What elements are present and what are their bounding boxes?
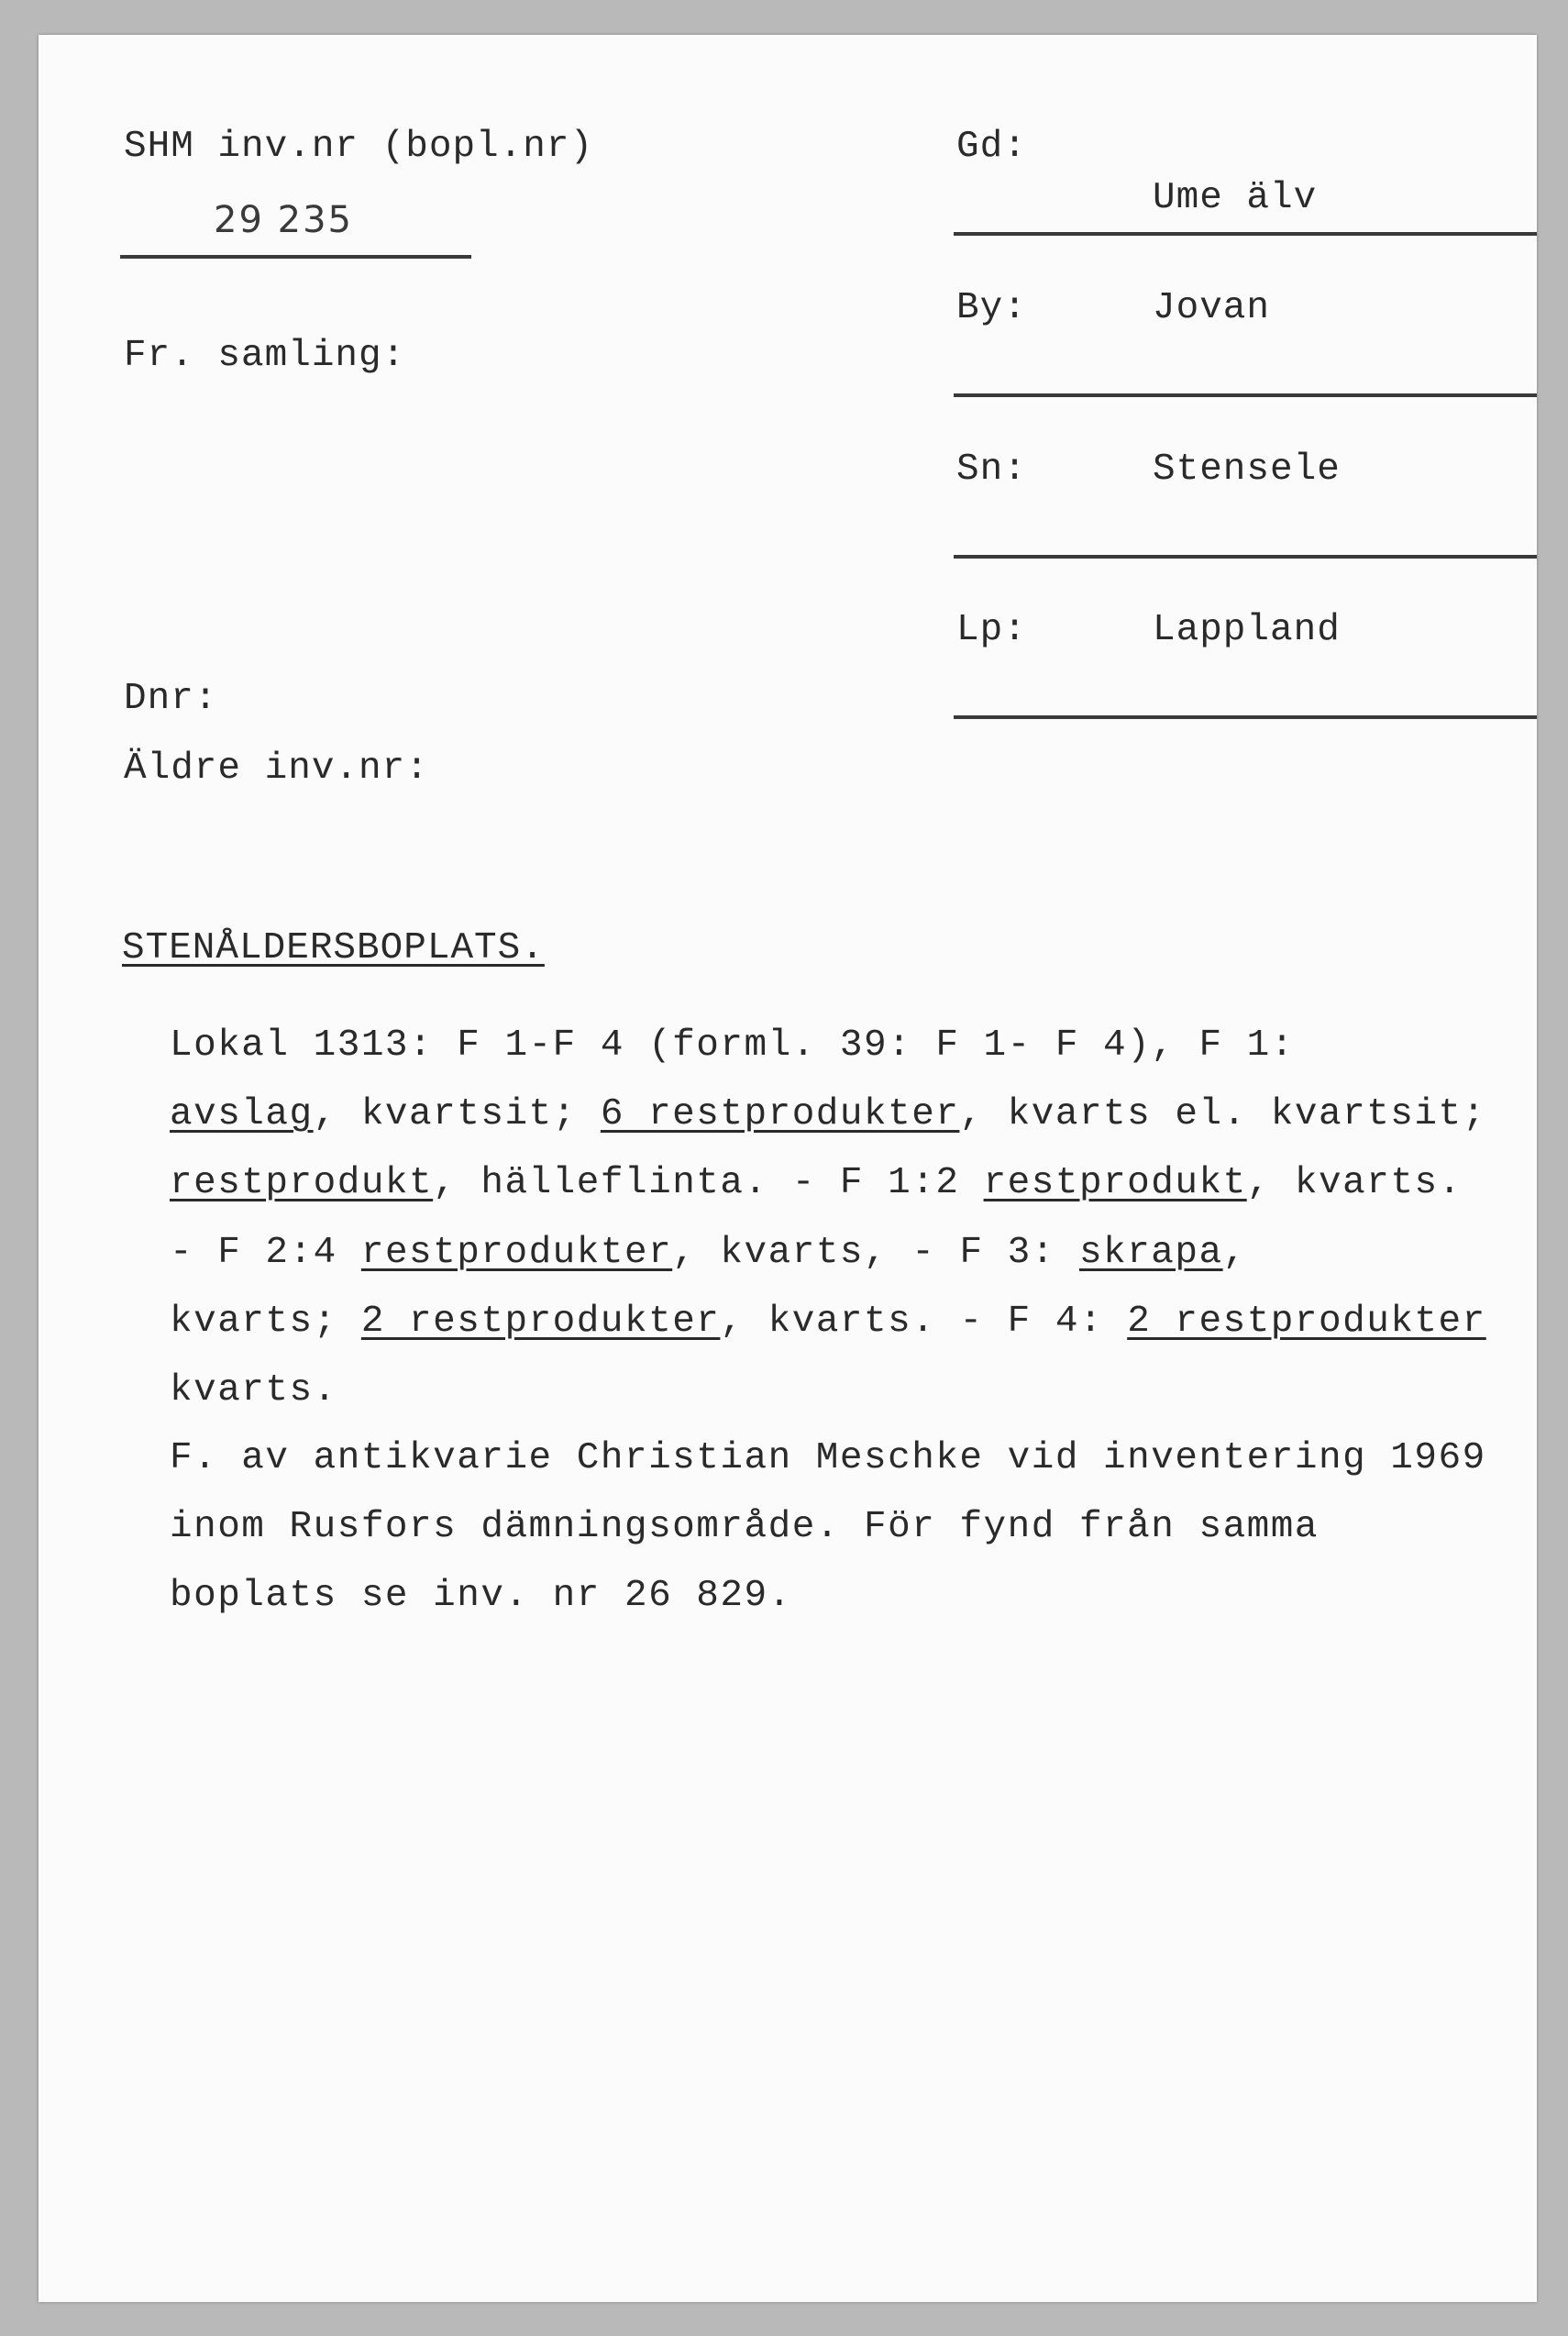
underlined-term: restprodukter: [360, 1232, 673, 1274]
sn-label: Sn:: [956, 448, 1027, 491]
inv-number-rule: [120, 255, 471, 259]
body-line-9: boplats se inv. nr 26 829.: [170, 1575, 792, 1617]
by-label: By:: [956, 287, 1027, 329]
body-line-3: [170, 1162, 1463, 1204]
body-line-8: inom Rusfors dämningsområde. För fynd från samma: [170, 1506, 1319, 1548]
body-text-segment: , kvarts. - F 4:: [720, 1301, 1128, 1343]
aldre-inv-label: Äldre inv.nr:: [124, 747, 429, 790]
body-text-segment: , hälleflinta. - F 1:2: [433, 1162, 984, 1204]
body-line-4: [170, 1234, 1247, 1272]
gd-rule: [954, 232, 1537, 236]
sn-rule: [954, 555, 1537, 559]
body-text-segment: , kvartsit;: [313, 1093, 601, 1135]
dnr-label: Dnr:: [124, 678, 218, 720]
body-line-2: [170, 1093, 1486, 1135]
body-text-segment: , kvarts.: [1246, 1162, 1463, 1204]
underlined-term: skrapa: [1078, 1232, 1223, 1274]
inv-number: 29 235: [214, 199, 353, 241]
heading: STENÅLDERSBOPLATS.: [122, 927, 545, 969]
lp-rule: [954, 715, 1537, 719]
underlined-term: restprodukt: [983, 1162, 1247, 1204]
by-value: Jovan: [1153, 287, 1271, 329]
underlined-term: restprodukt: [170, 1162, 434, 1204]
fr-samling-label: Fr. samling:: [124, 335, 406, 377]
body-text-segment: , kvarts el. kvartsit;: [959, 1093, 1486, 1135]
lp-label: Lp:: [956, 609, 1027, 651]
by-rule: [954, 393, 1537, 397]
body-text-segment: , kvarts, - F 3:: [672, 1232, 1079, 1274]
shm-inv-label: SHM inv.nr (bopl.nr): [124, 126, 594, 168]
body-line-6: kvarts.: [170, 1369, 337, 1412]
gd-label: Gd:: [956, 126, 1027, 168]
body-line-1: Lokal 1313: F 1-F 4 (forml. 39: F 1- F 4), F 1:: [170, 1024, 1295, 1067]
body-line-5: [170, 1303, 1486, 1341]
body-text-segment: - F 2:4: [170, 1232, 361, 1274]
gd-value: Ume älv: [1153, 177, 1318, 219]
sn-value: Stensele: [1153, 448, 1341, 491]
body-text-segment: kvarts;: [170, 1301, 361, 1343]
body-text-segment: ,: [1222, 1232, 1247, 1274]
underlined-term: 2 restprodukter: [360, 1301, 721, 1343]
lp-value: Lappland: [1153, 609, 1341, 651]
body-line-7: F. av antikvarie Christian Meschke vid inventering 1969: [170, 1437, 1486, 1479]
underlined-term: avslag: [170, 1093, 314, 1135]
underlined-term: 6 restprodukter: [600, 1093, 960, 1135]
underlined-term: 2 restprodukter: [1127, 1301, 1486, 1343]
